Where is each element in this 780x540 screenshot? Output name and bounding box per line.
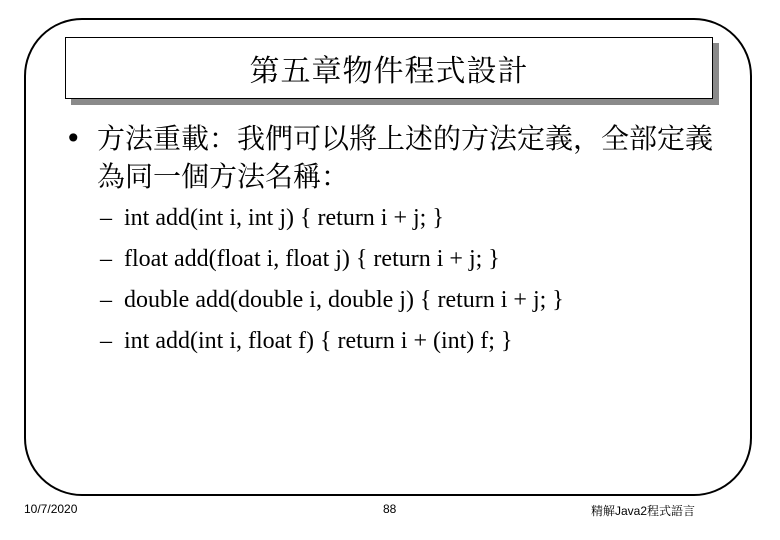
footer-page-number: 88 [383,502,397,516]
dash-marker: – [100,246,112,272]
slide-title: 第五章物件程式設計 [249,54,529,89]
slide-title-box [65,37,713,99]
list-item [100,321,740,362]
bullet-marker: • [65,122,82,155]
list-item [100,280,740,321]
dash-marker: – [100,328,112,354]
footer-date: 10/7/2020 [24,502,78,516]
code-line: int add(int i, int j) { return i + j; } [124,205,444,231]
footer-book-title: 精解Java2程式語言 [591,504,696,518]
code-line: float add(float i, float j) { return i + j; } [124,246,500,272]
main-bullet [65,120,725,196]
code-list [100,198,740,362]
bullet-text: 方法重載：我們可以將上述的方法定義，全部定義為同一個方法名稱： [97,122,714,193]
dash-marker: – [100,205,112,231]
list-item [100,198,740,239]
code-line: int add(int i, float f) { return i + (int) f; } [124,328,513,354]
list-item [100,239,740,280]
code-line: double add(double i, double j) { return i + j; } [124,287,564,313]
dash-marker: – [100,287,112,313]
